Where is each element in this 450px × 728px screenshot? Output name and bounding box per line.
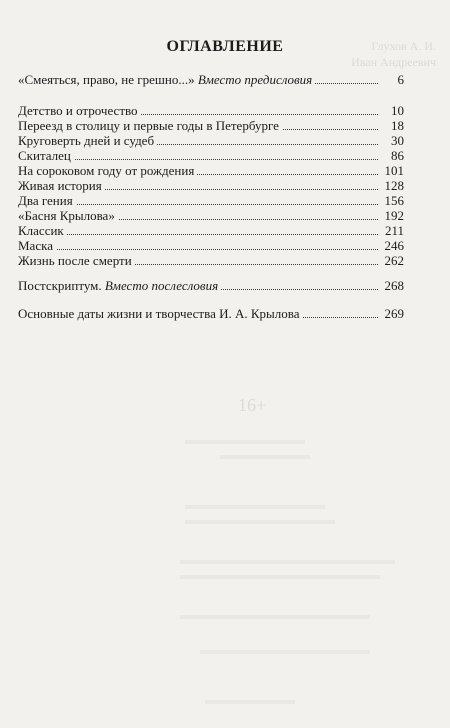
toc-entry [18,193,404,209]
toc-entry [18,208,404,224]
toc-entry-title [18,306,303,322]
toc-entry [18,148,404,164]
toc-entry [18,253,404,269]
toc-entry [18,133,404,149]
toc-entry-page: 30 [387,133,404,149]
toc-entry-text: Детство и отрочество [18,103,138,118]
toc-entry-page: 262 [381,253,405,269]
show-through-line [180,575,380,579]
toc-entry-text: Переезд в столицу и первые годы в Петербурге [18,118,279,133]
toc-entry-title [18,223,67,239]
toc-entry [18,178,404,194]
toc-entry-page: 192 [381,208,405,224]
toc-entry-text: Постскриптум. [18,278,105,293]
toc-entry-text: На сороковом году от рождения [18,163,195,178]
show-through-line [205,700,295,704]
toc-entry-text: Скиталец [18,148,71,163]
toc-entry-page: 269 [381,306,405,322]
toc-entry [18,306,404,322]
toc-entry-title [18,72,315,88]
toc-entry-text: «Басня Крылова» [18,208,115,223]
toc-entry-title [18,148,74,164]
toc-entry [18,238,404,254]
show-through-line [180,615,370,619]
toc-entry [18,223,404,239]
toc-entry-title [18,208,118,224]
show-through-line [185,505,325,509]
toc-entry-title [18,278,221,294]
toc-entry [18,72,404,88]
toc-entry-title [18,103,141,119]
toc-entry-page: 101 [381,163,405,179]
toc-entry-text: Основные даты жизни и творчества И. А. Крылова [18,306,300,321]
toc-entry [18,163,404,179]
toc-entry-title [18,118,282,134]
toc-entry-text: Круговерть дней и судеб [18,133,155,148]
show-through-line: Иван Андреевич [351,55,436,69]
toc-entry [18,278,404,294]
show-through-line [180,560,395,564]
toc-entry-page: 86 [387,148,404,164]
show-through-line [200,650,370,654]
toc-entry-page: 10 [387,103,404,119]
toc-entry-page: 18 [387,118,404,134]
dot-leader [18,249,378,250]
toc-entry-page: 128 [381,178,405,194]
toc-entry-page: 6 [394,72,405,88]
show-through-age-mark: 16+ [238,395,267,415]
show-through-line: Глухов А. И. [371,39,436,53]
toc-entry-text: Жизнь после смерти [18,253,132,268]
toc-entry-text: Маска [18,238,53,253]
toc-entry-page: 246 [381,238,405,254]
toc-entry [18,118,404,134]
toc-entry-page: 211 [381,223,404,239]
show-through-line [220,455,310,459]
toc-entry-title [18,253,135,269]
show-through-line [185,520,335,524]
toc-entry-title [18,163,197,179]
dot-leader [18,234,378,235]
toc-title: ОГЛАВЛЕНИЕ [166,38,284,55]
toc-entry-title [18,193,76,209]
toc-entry-text: Классик [18,223,64,238]
toc-entry-italic: Вместо послесловия [104,278,219,293]
toc-entry-page: 156 [381,193,405,209]
toc-entry-text: «Смеяться, право, не грешно...» [18,72,198,87]
toc-entry-text: Два гения [18,193,73,208]
toc-entry [18,103,404,119]
toc-entry-page: 268 [381,278,405,294]
toc-entry-title [18,133,157,149]
toc-entry-italic: Вместо предисловия [197,72,313,87]
toc-entry-title [18,178,105,194]
toc-entry-title [18,238,56,254]
show-through-line [185,440,305,444]
toc-entry-text: Живая история [18,178,102,193]
